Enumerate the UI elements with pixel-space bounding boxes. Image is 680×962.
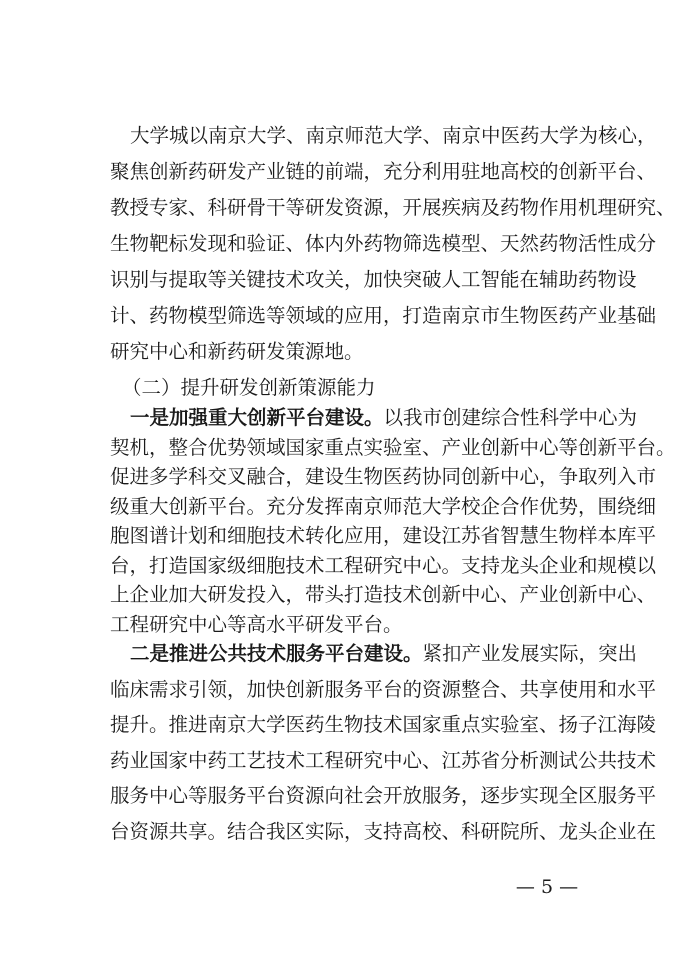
paragraph-2-line-5: 胞图谱计划和细胞技术转化应用，建设江苏省智慧生物样本库平: [110, 524, 657, 547]
paragraph-2-line-7: 上企业加大研发投入，带头打造技术创新中心、产业创新中心、: [110, 583, 657, 606]
page-number: — 5 —: [515, 876, 579, 898]
paragraph-1-line-7: 研究中心和新药研发策源地。: [110, 340, 364, 363]
paragraph-2-line-1: [130, 404, 638, 432]
paragraph-3-line-4: 药业国家中药工艺技术工程研究中心、江苏省分析测试公共技术: [110, 748, 657, 772]
paragraph-2-lead: 一是加强重大创新平台建设。: [130, 406, 384, 429]
paragraph-2-line-6: 台，打造国家级细胞技术工程研究中心。支持龙头企业和规模以: [110, 553, 657, 577]
paragraph-1-line-1: 大学城以南京大学、南京师范大学、南京中医药大学为核心，: [130, 124, 657, 147]
paragraph-3-line-5: 服务中心等服务平台资源向社会开放服务，逐步实现全区服务平: [110, 784, 657, 807]
paragraph-3-lead: 二是推进公共技术服务平台建设。: [130, 642, 423, 665]
paragraph-2-line-2: 契机，整合优势领域国家重点实验室、产业创新中心等创新平台。: [110, 435, 676, 459]
section-heading: （二）提升研发创新策源能力: [122, 376, 376, 399]
paragraph-2-line-3: 促进多学科交叉融合，建设生物医药协同创新中心，争取列入市: [110, 465, 657, 488]
paragraph-3-line-2: 临床需求引领，加快创新服务平台的资源整合、共享使用和水平: [110, 677, 657, 701]
paragraph-2-line-4: 级重大创新平台。充分发挥南京师范大学校企合作优势，围绕细: [110, 494, 657, 518]
paragraph-1-line-6: 计、药物模型筛选等领域的应用，打造南京市生物医药产业基础: [110, 304, 657, 327]
paragraph-2-line-1-rest: 以我市创建综合性科学中心为: [383, 406, 638, 429]
paragraph-2-line-8: 工程研究中心等高水平研发平台。: [110, 612, 403, 636]
paragraph-1-line-5: 识别与提取等关键技术攻关，加快突破人工智能在辅助药物设: [110, 268, 637, 291]
paragraph-3-line-1-rest: 紧扣产业发展实际，突出: [422, 642, 638, 665]
paragraph-1-line-3: 教授专家、科研骨干等研发资源，开展疾病及药物作用机理研究、: [110, 196, 676, 219]
paragraph-1-line-2: 聚焦创新药研发产业链的前端，充分利用驻地高校的创新平台、: [110, 160, 657, 183]
paragraph-3-line-3: 提升。推进南京大学医药生物技术国家重点实验室、扬子江海陵: [110, 713, 657, 736]
paragraph-1-line-4: 生物靶标发现和验证、体内外药物筛选模型、天然药物活性成分: [110, 232, 657, 255]
paragraph-3-line-overflow: 台资源共享。结合我区实际，支持高校、科研院所、龙头企业在: [110, 819, 657, 843]
paragraph-3-line-1: [130, 640, 638, 668]
